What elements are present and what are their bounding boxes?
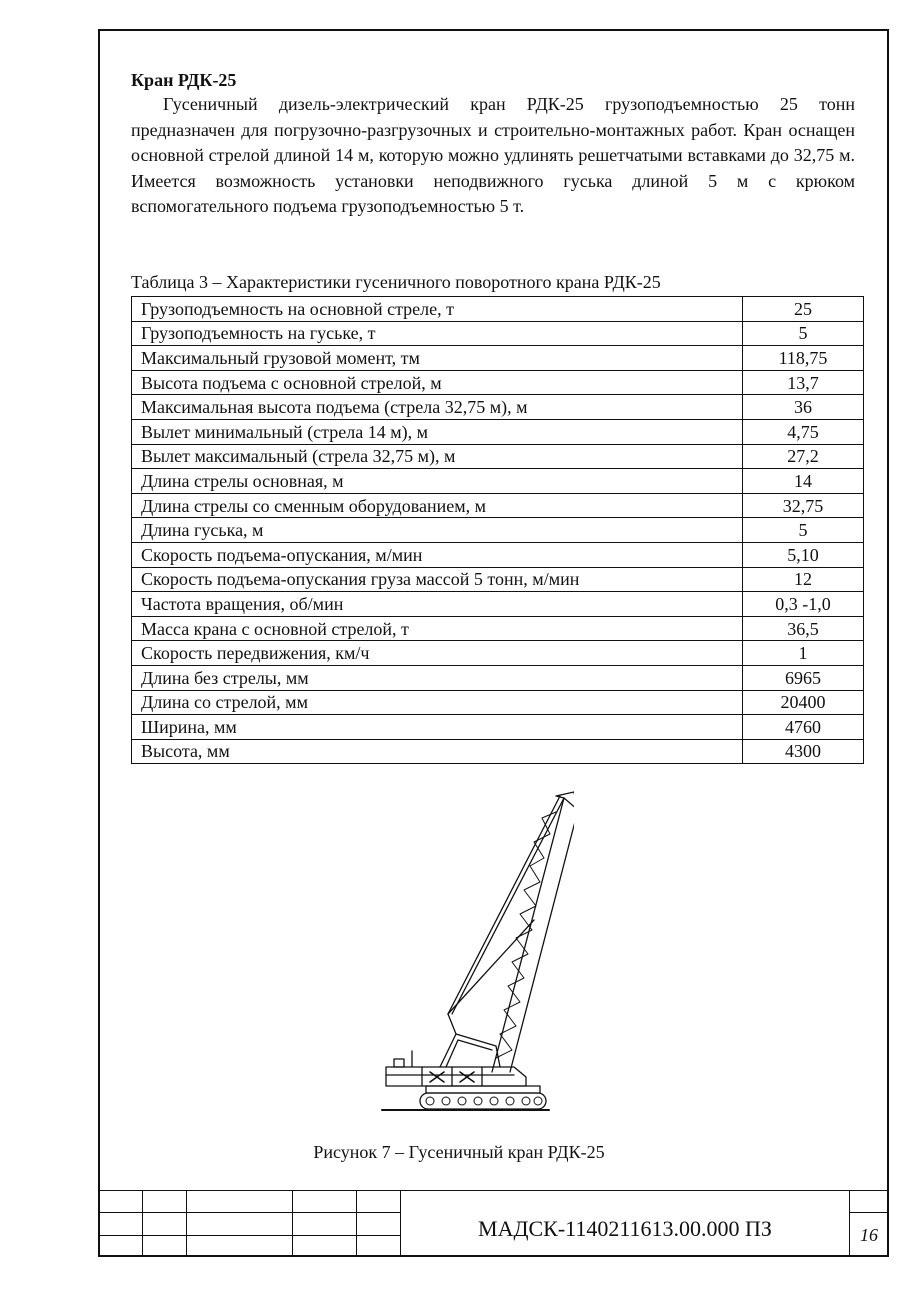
param-cell: Длина гуська, м bbox=[132, 518, 743, 543]
value-cell: 5 bbox=[743, 518, 864, 543]
value-cell: 4760 bbox=[743, 715, 864, 740]
param-cell: Длина без стрелы, мм bbox=[132, 665, 743, 690]
table-row bbox=[132, 542, 864, 567]
title-block-rule bbox=[186, 1190, 187, 1257]
crawler-crane-drawing bbox=[374, 788, 574, 1123]
table-row bbox=[132, 297, 864, 322]
value-cell: 13,7 bbox=[743, 370, 864, 395]
value-cell: 12 bbox=[743, 567, 864, 592]
figure-caption: Рисунок 7 – Гусеничный кран РДК-25 bbox=[313, 1142, 605, 1162]
title-block-rule bbox=[142, 1190, 143, 1257]
param-cell: Максимальная высота подъема (стрела 32,75 м), м bbox=[132, 395, 743, 420]
title-block-rule bbox=[292, 1190, 293, 1257]
table-row bbox=[132, 419, 864, 444]
table-row bbox=[132, 395, 864, 420]
param-cell: Частота вращения, об/мин bbox=[132, 592, 743, 617]
page-number: 16 bbox=[860, 1225, 878, 1245]
document-number: МАДСК-1140211613.00.000 ПЗ bbox=[478, 1216, 772, 1241]
value-cell: 1 bbox=[743, 641, 864, 666]
title-block-rule bbox=[356, 1190, 357, 1257]
param-cell: Грузоподъемность на гуське, т bbox=[132, 321, 743, 346]
value-cell: 36 bbox=[743, 395, 864, 420]
value-cell: 0,3 -1,0 bbox=[743, 592, 864, 617]
param-cell: Скорость подъема-опускания, м/мин bbox=[132, 542, 743, 567]
table-caption: Таблица 3 – Характеристики гусеничного поворотного крана РДК-25 bbox=[131, 272, 661, 292]
value-cell: 25 bbox=[743, 297, 864, 322]
table-row bbox=[132, 715, 864, 740]
value-cell: 4300 bbox=[743, 739, 864, 764]
value-cell: 118,75 bbox=[743, 346, 864, 371]
value-cell: 27,2 bbox=[743, 444, 864, 469]
value-cell: 14 bbox=[743, 469, 864, 494]
specs-table bbox=[131, 296, 864, 764]
param-cell: Ширина, мм bbox=[132, 715, 743, 740]
table-row bbox=[132, 493, 864, 518]
value-cell: 32,75 bbox=[743, 493, 864, 518]
title-block-rule bbox=[98, 1235, 400, 1236]
table-row bbox=[132, 641, 864, 666]
table-row bbox=[132, 518, 864, 543]
table-row bbox=[132, 321, 864, 346]
param-cell: Максимальный грузовой момент, тм bbox=[132, 346, 743, 371]
table-row bbox=[132, 665, 864, 690]
table-row bbox=[132, 469, 864, 494]
param-cell: Вылет минимальный (стрела 14 м), м bbox=[132, 419, 743, 444]
table-row bbox=[132, 616, 864, 641]
section-title: Кран РДК-25 bbox=[131, 70, 237, 90]
table-row bbox=[132, 592, 864, 617]
param-cell: Скорость передвижения, км/ч bbox=[132, 641, 743, 666]
value-cell: 4,75 bbox=[743, 419, 864, 444]
param-cell: Масса крана с основной стрелой, т bbox=[132, 616, 743, 641]
title-block-rule bbox=[98, 1212, 400, 1213]
section-paragraph: Гусеничный дизель-электрический кран РДК-25 грузоподъемностью 25 тонн предназначен для погрузочно-разгрузочных и строительно-монтажных работ. Кран оснащен основной стрелой длиной 14 м, которую можно удлинять решетчатыми вставками до 32,75 м. Имеется возможность установки неподвижного гуська длиной 5 м с крюком вспомогательного подъема грузоподъемностью 5 т. bbox=[131, 94, 855, 216]
param-cell: Высота, мм bbox=[132, 739, 743, 764]
table-row bbox=[132, 739, 864, 764]
param-cell: Длина со стрелой, мм bbox=[132, 690, 743, 715]
value-cell: 36,5 bbox=[743, 616, 864, 641]
table-row bbox=[132, 370, 864, 395]
title-block-rule bbox=[849, 1212, 889, 1213]
value-cell: 6965 bbox=[743, 665, 864, 690]
section-text bbox=[131, 68, 855, 220]
value-cell: 5 bbox=[743, 321, 864, 346]
value-cell: 20400 bbox=[743, 690, 864, 715]
param-cell: Скорость подъема-опускания груза массой 5 тонн, м/мин bbox=[132, 567, 743, 592]
table-row bbox=[132, 444, 864, 469]
table-row bbox=[132, 346, 864, 371]
table-row bbox=[132, 567, 864, 592]
param-cell: Длина стрелы со сменным оборудованием, м bbox=[132, 493, 743, 518]
value-cell: 5,10 bbox=[743, 542, 864, 567]
param-cell: Длина стрелы основная, м bbox=[132, 469, 743, 494]
param-cell: Высота подъема с основной стрелой, м bbox=[132, 370, 743, 395]
param-cell: Грузоподъемность на основной стреле, т bbox=[132, 297, 743, 322]
title-block-rule bbox=[98, 1190, 889, 1191]
param-cell: Вылет максимальный (стрела 32,75 м), м bbox=[132, 444, 743, 469]
table-row bbox=[132, 690, 864, 715]
